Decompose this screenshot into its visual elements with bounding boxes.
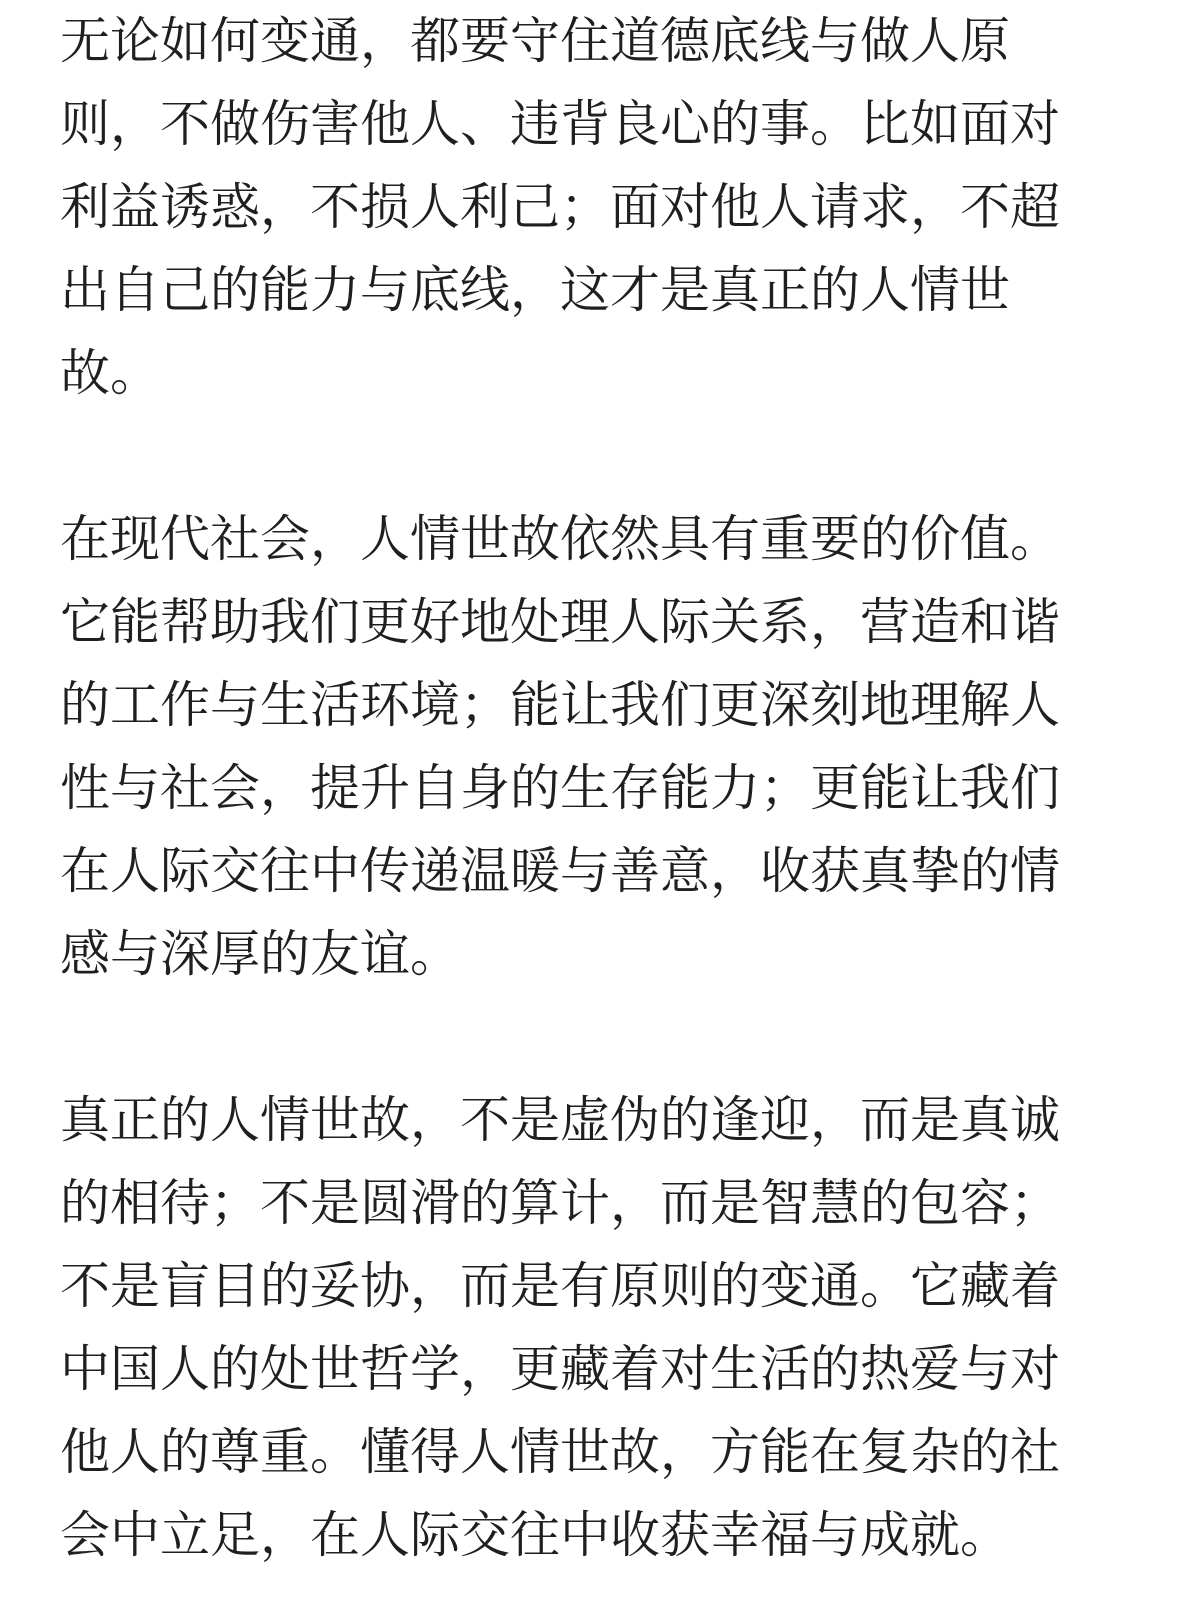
paragraph-line: 的工作与生活环境；能让我们更深刻地理解人 <box>60 676 1060 734</box>
paragraph-line: 则，不做伤害他人、违背良心的事。比如面对 <box>60 95 1060 153</box>
article-body <box>60 0 1120 1577</box>
paragraph-line: 真正的人情世故，不是虚伪的逢迎，而是真诚 <box>60 1091 1060 1149</box>
paragraph-line: 无论如何变通，都要守住道德底线与做人原 <box>60 12 1010 70</box>
paragraph-2 <box>60 498 1120 996</box>
paragraph-line: 它能帮助我们更好地处理人际关系，营造和谐 <box>60 593 1060 651</box>
paragraph-line: 在人际交往中传递温暖与善意，收获真挚的情 <box>60 842 1060 900</box>
paragraph-1 <box>60 0 1120 415</box>
paragraph-line: 的相待；不是圆滑的算计，而是智慧的包容； <box>60 1174 1060 1232</box>
paragraph-3 <box>60 1079 1120 1577</box>
paragraph-line: 出自己的能力与底线，这才是真正的人情世 <box>60 261 1010 319</box>
paragraph-line: 不是盲目的妥协，而是有原则的变通。它藏着 <box>60 1257 1060 1315</box>
paragraph-line: 他人的尊重。懂得人情世故，方能在复杂的社 <box>60 1423 1060 1481</box>
paragraph-line: 中国人的处世哲学，更藏着对生活的热爱与对 <box>60 1340 1060 1398</box>
paragraph-line: 会中立足，在人际交往中收获幸福与成就。 <box>60 1506 1010 1564</box>
paragraph-line: 性与社会，提升自身的生存能力；更能让我们 <box>60 759 1060 817</box>
paragraph-spacer <box>60 996 1120 1079</box>
paragraph-spacer <box>60 415 1120 498</box>
paragraph-line: 故。 <box>60 344 160 402</box>
paragraph-line: 利益诱惑，不损人利己；面对他人请求，不超 <box>60 178 1060 236</box>
paragraph-line: 感与深厚的友谊。 <box>60 925 460 983</box>
paragraph-line: 在现代社会，人情世故依然具有重要的价值。 <box>60 510 1060 568</box>
